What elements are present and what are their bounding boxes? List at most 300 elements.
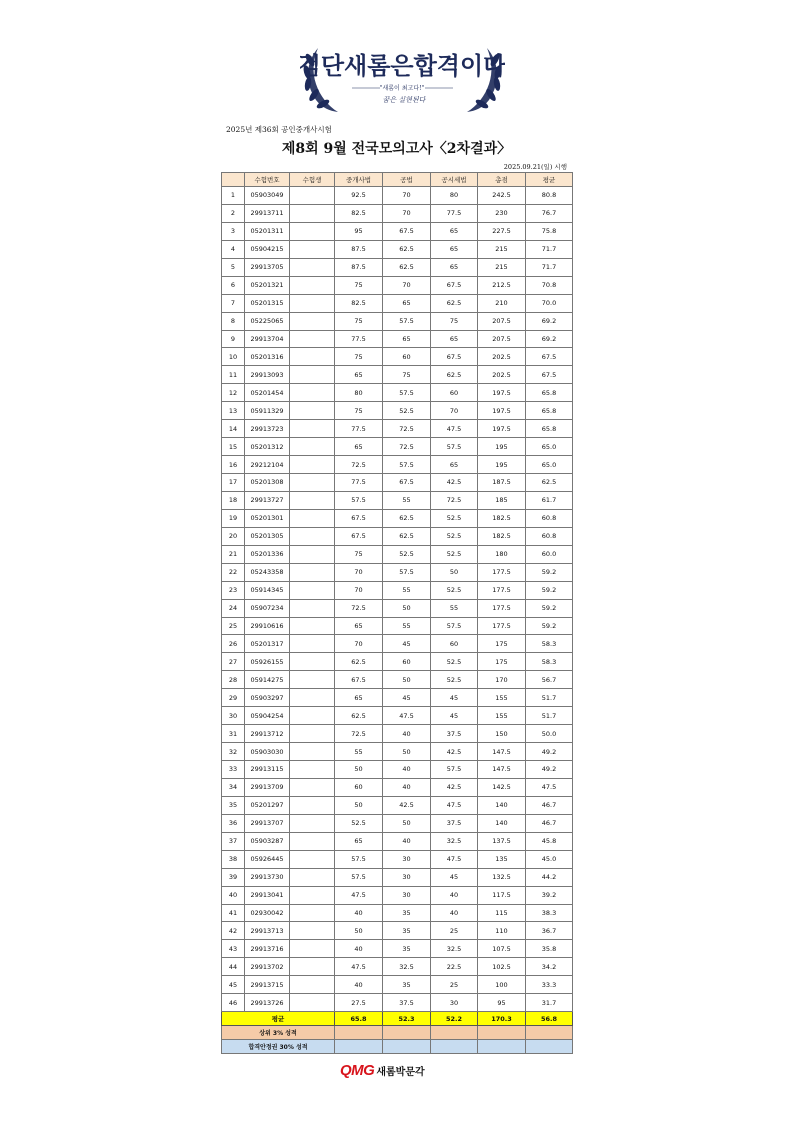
cell-exam-number: 05201305 xyxy=(245,527,290,545)
cell-rank: 26 xyxy=(222,635,245,653)
cell-tax-law: 50 xyxy=(431,563,478,581)
table-row xyxy=(222,240,573,258)
exam-name: 2025년 제36회 공인중개사시험 xyxy=(226,125,332,134)
cell-total: 117.5 xyxy=(478,886,526,904)
cell-public-law: 47.5 xyxy=(383,707,431,725)
table-row xyxy=(222,976,573,994)
cell-tax-law: 22.5 xyxy=(431,958,478,976)
cell-average: 45.8 xyxy=(526,832,573,850)
cell-examinee xyxy=(290,743,335,761)
cell-examinee xyxy=(290,958,335,976)
table-row xyxy=(222,904,573,922)
cell-public-law: 50 xyxy=(383,599,431,617)
cell-tax-law: 52.5 xyxy=(431,671,478,689)
cell-brokerage-law: 82.5 xyxy=(335,294,383,312)
cell-rank: 3 xyxy=(222,222,245,240)
cell-rank: 1 xyxy=(222,187,245,205)
safe30-row xyxy=(222,1040,573,1054)
cell-exam-number: 05926155 xyxy=(245,653,290,671)
cell-total: 227.5 xyxy=(478,222,526,240)
top3-total xyxy=(478,1026,526,1040)
column-header-average: 평균 xyxy=(526,173,573,187)
cell-brokerage-law: 75 xyxy=(335,348,383,366)
average-total: 170.3 xyxy=(478,1012,526,1026)
cell-average: 44.2 xyxy=(526,868,573,886)
cell-exam-number: 02930042 xyxy=(245,904,290,922)
cell-examinee xyxy=(290,725,335,743)
table-row xyxy=(222,384,573,402)
cell-tax-law: 52.5 xyxy=(431,653,478,671)
cell-rank: 27 xyxy=(222,653,245,671)
cell-examinee xyxy=(290,653,335,671)
cell-rank: 7 xyxy=(222,294,245,312)
cell-public-law: 30 xyxy=(383,868,431,886)
cell-rank: 16 xyxy=(222,456,245,474)
cell-rank: 23 xyxy=(222,581,245,599)
cell-public-law: 67.5 xyxy=(383,222,431,240)
cell-total: 182.5 xyxy=(478,509,526,527)
cell-total: 180 xyxy=(478,545,526,563)
cell-examinee xyxy=(290,868,335,886)
cell-examinee xyxy=(290,922,335,940)
cell-exam-number: 05907234 xyxy=(245,599,290,617)
cell-examinee xyxy=(290,976,335,994)
cell-public-law: 35 xyxy=(383,922,431,940)
column-header-rank xyxy=(222,173,245,187)
cell-rank: 6 xyxy=(222,276,245,294)
cell-tax-law: 25 xyxy=(431,976,478,994)
cell-average: 39.2 xyxy=(526,886,573,904)
cell-rank: 8 xyxy=(222,312,245,330)
column-header-public-law: 공법 xyxy=(383,173,431,187)
cell-public-law: 35 xyxy=(383,940,431,958)
cell-examinee xyxy=(290,366,335,384)
cell-public-law: 60 xyxy=(383,348,431,366)
cell-examinee xyxy=(290,527,335,545)
cell-rank: 25 xyxy=(222,617,245,635)
cell-tax-law: 42.5 xyxy=(431,474,478,492)
cell-brokerage-law: 65 xyxy=(335,832,383,850)
cell-average: 33.3 xyxy=(526,976,573,994)
cell-brokerage-law: 95 xyxy=(335,222,383,240)
cell-total: 177.5 xyxy=(478,581,526,599)
cell-total: 137.5 xyxy=(478,832,526,850)
cell-total: 150 xyxy=(478,725,526,743)
table-row xyxy=(222,330,573,348)
table-row xyxy=(222,402,573,420)
table-row xyxy=(222,994,573,1012)
cell-examinee xyxy=(290,509,335,527)
cell-average: 60.8 xyxy=(526,509,573,527)
cell-exam-number: 29913093 xyxy=(245,366,290,384)
cell-tax-law: 52.5 xyxy=(431,527,478,545)
cell-rank: 19 xyxy=(222,509,245,527)
laurel-wreath-icon xyxy=(300,38,505,118)
cell-average: 59.2 xyxy=(526,599,573,617)
cell-tax-law: 60 xyxy=(431,384,478,402)
cell-brokerage-law: 57.5 xyxy=(335,491,383,509)
cell-brokerage-law: 65 xyxy=(335,438,383,456)
cell-brokerage-law: 50 xyxy=(335,761,383,779)
table-row xyxy=(222,940,573,958)
cell-public-law: 32.5 xyxy=(383,958,431,976)
cell-rank: 11 xyxy=(222,366,245,384)
cell-rank: 18 xyxy=(222,491,245,509)
cell-total: 212.5 xyxy=(478,276,526,294)
table-row xyxy=(222,868,573,886)
cell-rank: 30 xyxy=(222,707,245,725)
cell-exam-number: 05903297 xyxy=(245,689,290,707)
cell-public-law: 55 xyxy=(383,491,431,509)
cell-total: 100 xyxy=(478,976,526,994)
table-row xyxy=(222,743,573,761)
cell-average: 56.7 xyxy=(526,671,573,689)
cell-examinee xyxy=(290,832,335,850)
cell-brokerage-law: 77.5 xyxy=(335,420,383,438)
cell-average: 69.2 xyxy=(526,330,573,348)
table-row xyxy=(222,725,573,743)
cell-tax-law: 65 xyxy=(431,258,478,276)
cell-average: 50.0 xyxy=(526,725,573,743)
cell-brokerage-law: 27.5 xyxy=(335,994,383,1012)
cell-tax-law: 42.5 xyxy=(431,743,478,761)
cell-rank: 29 xyxy=(222,689,245,707)
cell-average: 58.3 xyxy=(526,653,573,671)
cell-examinee xyxy=(290,850,335,868)
cell-examinee xyxy=(290,294,335,312)
table-row xyxy=(222,886,573,904)
cell-brokerage-law: 77.5 xyxy=(335,474,383,492)
cell-exam-number: 05914345 xyxy=(245,581,290,599)
column-header-tax-law: 공시세법 xyxy=(431,173,478,187)
cell-average: 35.8 xyxy=(526,940,573,958)
cell-public-law: 40 xyxy=(383,725,431,743)
academy-logo xyxy=(300,38,505,118)
cell-rank: 43 xyxy=(222,940,245,958)
cell-exam-number: 29212104 xyxy=(245,456,290,474)
cell-exam-number: 29913115 xyxy=(245,761,290,779)
cell-examinee xyxy=(290,420,335,438)
cell-total: 102.5 xyxy=(478,958,526,976)
table-row xyxy=(222,509,573,527)
column-header-total: 총점 xyxy=(478,173,526,187)
column-header-brokerage-law: 중개사법 xyxy=(335,173,383,187)
table-row xyxy=(222,796,573,814)
top3-label: 상위 3% 성적 xyxy=(222,1026,335,1040)
cell-rank: 15 xyxy=(222,438,245,456)
cell-brokerage-law: 67.5 xyxy=(335,509,383,527)
cell-total: 175 xyxy=(478,635,526,653)
cell-examinee xyxy=(290,222,335,240)
cell-total: 110 xyxy=(478,922,526,940)
cell-examinee xyxy=(290,456,335,474)
average-row xyxy=(222,1012,573,1026)
cell-rank: 37 xyxy=(222,832,245,850)
cell-rank: 9 xyxy=(222,330,245,348)
cell-average: 70.8 xyxy=(526,276,573,294)
table-header-row xyxy=(222,173,573,187)
cell-brokerage-law: 60 xyxy=(335,778,383,796)
cell-brokerage-law: 72.5 xyxy=(335,456,383,474)
safe30-total xyxy=(478,1040,526,1054)
footer-logo xyxy=(340,1062,425,1078)
cell-exam-number: 29913707 xyxy=(245,814,290,832)
cell-brokerage-law: 67.5 xyxy=(335,671,383,689)
cell-public-law: 35 xyxy=(383,904,431,922)
cell-tax-law: 32.5 xyxy=(431,832,478,850)
cell-brokerage-law: 70 xyxy=(335,563,383,581)
cell-average: 75.8 xyxy=(526,222,573,240)
cell-examinee xyxy=(290,204,335,222)
cell-examinee xyxy=(290,599,335,617)
cell-rank: 12 xyxy=(222,384,245,402)
cell-examinee xyxy=(290,761,335,779)
cell-average: 71.7 xyxy=(526,258,573,276)
cell-total: 177.5 xyxy=(478,599,526,617)
cell-public-law: 37.5 xyxy=(383,994,431,1012)
cell-rank: 42 xyxy=(222,922,245,940)
cell-total: 140 xyxy=(478,814,526,832)
cell-tax-law: 42.5 xyxy=(431,778,478,796)
cell-public-law: 70 xyxy=(383,276,431,294)
cell-brokerage-law: 40 xyxy=(335,904,383,922)
cell-brokerage-law: 47.5 xyxy=(335,886,383,904)
cell-exam-number: 05903287 xyxy=(245,832,290,850)
cell-tax-law: 65 xyxy=(431,222,478,240)
top3-public-law xyxy=(383,1026,431,1040)
table-row xyxy=(222,635,573,653)
cell-exam-number: 05201315 xyxy=(245,294,290,312)
table-row xyxy=(222,312,573,330)
cell-tax-law: 57.5 xyxy=(431,438,478,456)
cell-tax-law: 65 xyxy=(431,330,478,348)
cell-public-law: 40 xyxy=(383,778,431,796)
cell-rank: 4 xyxy=(222,240,245,258)
table-row xyxy=(222,707,573,725)
table-row xyxy=(222,653,573,671)
cell-total: 147.5 xyxy=(478,761,526,779)
cell-exam-number: 29913709 xyxy=(245,778,290,796)
cell-exam-number: 05201317 xyxy=(245,635,290,653)
qmg-logo-text: QMG xyxy=(340,1061,375,1079)
cell-public-law: 70 xyxy=(383,187,431,205)
cell-examinee xyxy=(290,312,335,330)
table-row xyxy=(222,563,573,581)
cell-rank: 36 xyxy=(222,814,245,832)
cell-average: 80.8 xyxy=(526,187,573,205)
cell-brokerage-law: 65 xyxy=(335,366,383,384)
cell-tax-law: 60 xyxy=(431,635,478,653)
cell-brokerage-law: 77.5 xyxy=(335,330,383,348)
cell-total: 202.5 xyxy=(478,366,526,384)
cell-brokerage-law: 40 xyxy=(335,940,383,958)
cell-rank: 10 xyxy=(222,348,245,366)
cell-total: 142.5 xyxy=(478,778,526,796)
cell-examinee xyxy=(290,563,335,581)
cell-examinee xyxy=(290,814,335,832)
cell-exam-number: 05926445 xyxy=(245,850,290,868)
cell-examinee xyxy=(290,384,335,402)
cell-public-law: 65 xyxy=(383,330,431,348)
cell-public-law: 55 xyxy=(383,617,431,635)
cell-examinee xyxy=(290,581,335,599)
cell-exam-number: 29913041 xyxy=(245,886,290,904)
cell-exam-number: 05914275 xyxy=(245,671,290,689)
cell-public-law: 35 xyxy=(383,976,431,994)
cell-tax-law: 57.5 xyxy=(431,761,478,779)
cell-exam-number: 05201301 xyxy=(245,509,290,527)
cell-average: 65.8 xyxy=(526,420,573,438)
cell-total: 155 xyxy=(478,707,526,725)
cell-total: 202.5 xyxy=(478,348,526,366)
cell-average: 70.0 xyxy=(526,294,573,312)
cell-rank: 24 xyxy=(222,599,245,617)
cell-examinee xyxy=(290,545,335,563)
cell-examinee xyxy=(290,438,335,456)
safe30-average xyxy=(526,1040,573,1054)
cell-exam-number: 05201312 xyxy=(245,438,290,456)
cell-public-law: 52.5 xyxy=(383,402,431,420)
table-row xyxy=(222,438,573,456)
cell-tax-law: 65 xyxy=(431,240,478,258)
cell-tax-law: 67.5 xyxy=(431,276,478,294)
cell-brokerage-law: 75 xyxy=(335,312,383,330)
cell-average: 34.2 xyxy=(526,958,573,976)
cell-exam-number: 29913711 xyxy=(245,204,290,222)
cell-total: 207.5 xyxy=(478,312,526,330)
cell-average: 49.2 xyxy=(526,761,573,779)
cell-examinee xyxy=(290,796,335,814)
cell-examinee xyxy=(290,940,335,958)
cell-average: 36.7 xyxy=(526,922,573,940)
cell-rank: 35 xyxy=(222,796,245,814)
cell-exam-number: 05904254 xyxy=(245,707,290,725)
cell-tax-law: 77.5 xyxy=(431,204,478,222)
cell-examinee xyxy=(290,904,335,922)
cell-brokerage-law: 72.5 xyxy=(335,725,383,743)
cell-exam-number: 05201336 xyxy=(245,545,290,563)
cell-examinee xyxy=(290,778,335,796)
cell-average: 67.5 xyxy=(526,366,573,384)
cell-tax-law: 40 xyxy=(431,886,478,904)
cell-total: 215 xyxy=(478,258,526,276)
cell-brokerage-law: 75 xyxy=(335,545,383,563)
cell-public-law: 50 xyxy=(383,814,431,832)
cell-tax-law: 47.5 xyxy=(431,796,478,814)
cell-rank: 21 xyxy=(222,545,245,563)
cell-rank: 2 xyxy=(222,204,245,222)
cell-brokerage-law: 82.5 xyxy=(335,204,383,222)
cell-brokerage-law: 65 xyxy=(335,689,383,707)
cell-examinee xyxy=(290,671,335,689)
cell-brokerage-law: 40 xyxy=(335,976,383,994)
cell-tax-law: 80 xyxy=(431,187,478,205)
cell-public-law: 62.5 xyxy=(383,509,431,527)
cell-tax-law: 65 xyxy=(431,456,478,474)
cell-examinee xyxy=(290,240,335,258)
cell-exam-number: 29913713 xyxy=(245,922,290,940)
cell-public-law: 57.5 xyxy=(383,384,431,402)
cell-exam-number: 05243358 xyxy=(245,563,290,581)
cell-tax-law: 55 xyxy=(431,599,478,617)
cell-tax-law: 47.5 xyxy=(431,420,478,438)
cell-average: 51.7 xyxy=(526,707,573,725)
cell-public-law: 75 xyxy=(383,366,431,384)
table-row xyxy=(222,599,573,617)
cell-rank: 13 xyxy=(222,402,245,420)
cell-exam-number: 29913726 xyxy=(245,994,290,1012)
exam-date: 2025.09.21(일) 시행 xyxy=(503,163,567,171)
cell-tax-law: 37.5 xyxy=(431,814,478,832)
table-row xyxy=(222,420,573,438)
cell-exam-number: 29913705 xyxy=(245,258,290,276)
cell-total: 210 xyxy=(478,294,526,312)
cell-rank: 34 xyxy=(222,778,245,796)
cell-rank: 44 xyxy=(222,958,245,976)
cell-public-law: 70 xyxy=(383,204,431,222)
cell-rank: 31 xyxy=(222,725,245,743)
cell-total: 175 xyxy=(478,653,526,671)
top3-row xyxy=(222,1026,573,1040)
cell-tax-law: 45 xyxy=(431,689,478,707)
cell-exam-number: 05201311 xyxy=(245,222,290,240)
average-public-law: 52.3 xyxy=(383,1012,431,1026)
cell-public-law: 30 xyxy=(383,886,431,904)
cell-average: 46.7 xyxy=(526,814,573,832)
table-row xyxy=(222,814,573,832)
cell-exam-number: 29913715 xyxy=(245,976,290,994)
cell-rank: 41 xyxy=(222,904,245,922)
cell-examinee xyxy=(290,258,335,276)
cell-average: 47.5 xyxy=(526,778,573,796)
cell-examinee xyxy=(290,635,335,653)
safe30-label: 합격안정권 30% 성적 xyxy=(222,1040,335,1054)
cell-total: 147.5 xyxy=(478,743,526,761)
cell-public-law: 57.5 xyxy=(383,456,431,474)
cell-average: 46.7 xyxy=(526,796,573,814)
cell-brokerage-law: 50 xyxy=(335,796,383,814)
cell-total: 115 xyxy=(478,904,526,922)
cell-tax-law: 52.5 xyxy=(431,509,478,527)
cell-examinee xyxy=(290,474,335,492)
cell-public-law: 55 xyxy=(383,581,431,599)
cell-tax-law: 72.5 xyxy=(431,491,478,509)
cell-exam-number: 05201297 xyxy=(245,796,290,814)
cell-total: 197.5 xyxy=(478,420,526,438)
cell-exam-number: 05225065 xyxy=(245,312,290,330)
cell-total: 207.5 xyxy=(478,330,526,348)
logo-main-text: 검단새롬은합격이다 xyxy=(300,51,505,80)
cell-total: 107.5 xyxy=(478,940,526,958)
cell-brokerage-law: 72.5 xyxy=(335,599,383,617)
cell-examinee xyxy=(290,402,335,420)
cell-total: 197.5 xyxy=(478,402,526,420)
cell-average: 59.2 xyxy=(526,617,573,635)
cell-brokerage-law: 47.5 xyxy=(335,958,383,976)
cell-brokerage-law: 87.5 xyxy=(335,240,383,258)
average-average: 56.8 xyxy=(526,1012,573,1026)
cell-average: 76.7 xyxy=(526,204,573,222)
cell-average: 60.0 xyxy=(526,545,573,563)
cell-brokerage-law: 67.5 xyxy=(335,527,383,545)
cell-examinee xyxy=(290,994,335,1012)
cell-brokerage-law: 75 xyxy=(335,402,383,420)
logo-sub-text: "새롬이 최고다!" xyxy=(379,85,425,92)
cell-tax-law: 52.5 xyxy=(431,581,478,599)
cell-total: 242.5 xyxy=(478,187,526,205)
cell-total: 185 xyxy=(478,491,526,509)
cell-average: 69.2 xyxy=(526,312,573,330)
